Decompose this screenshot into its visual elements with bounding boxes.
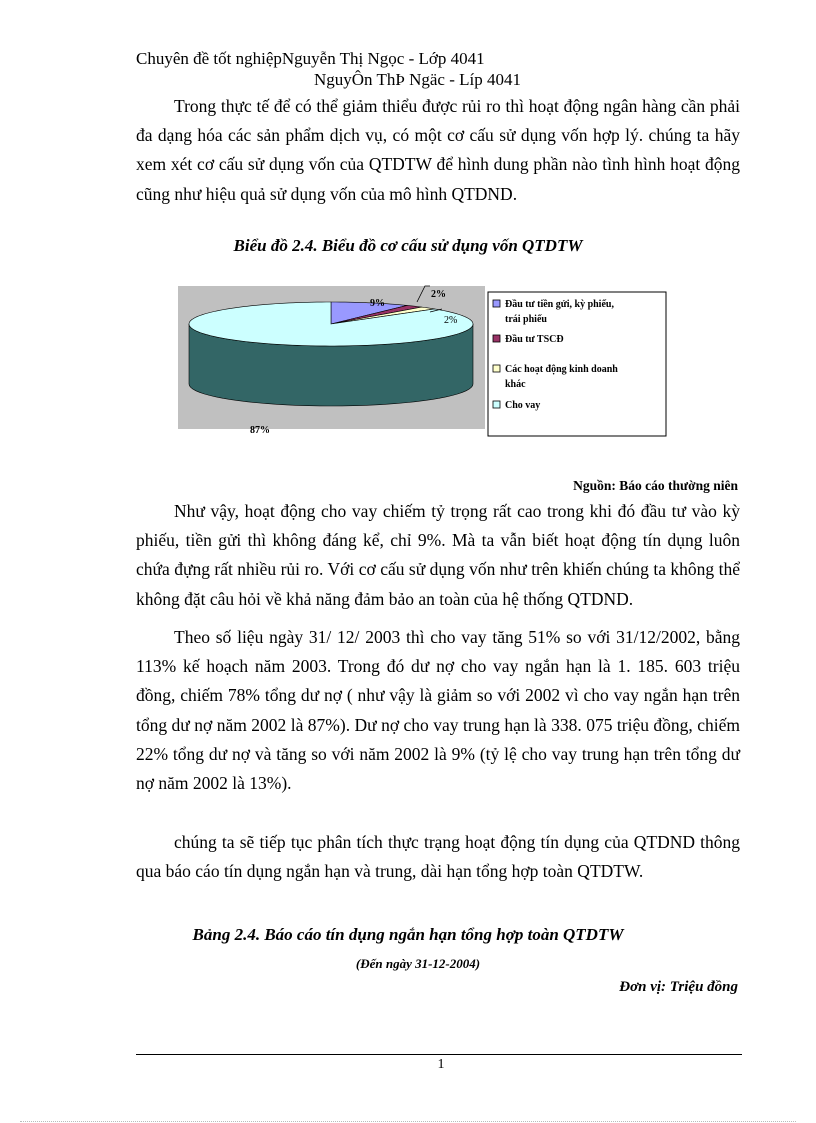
table-subtitle: (Đến ngày 31-12-2004) [355, 956, 481, 971]
pie-data-label: 9% [370, 298, 385, 309]
running-header-garbled: NguyÔn ThÞ Ngäc - Líp 4041 [314, 70, 521, 89]
paragraph-text: chúng ta sẽ tiếp tục phân tích thực trạng hoạt động tín dụng của QTDND thông qua báo cáo tín dụng ngắn hạn và trung, dài hạn tổng hợp toàn QTDTW. [136, 832, 740, 882]
pie-slices [189, 302, 473, 406]
page-bottom-edge [20, 1121, 796, 1122]
paragraph-statistics [136, 623, 740, 798]
paragraph-transition [136, 828, 740, 886]
footer-divider [136, 1054, 742, 1055]
legend-label: Đầu tư tiền gửi, kỳ phiếu, [505, 299, 614, 310]
legend-label: Các hoạt động kinh doanh [505, 364, 618, 375]
paragraph-analysis [136, 497, 740, 614]
unit-label: Đơn vị: Triệu đồng [619, 979, 738, 995]
legend-label: trái phiếu [505, 314, 547, 325]
table-title: Bảng 2.4. Báo cáo tín dụng ngắn hạn tổng hợp toàn QTDTW [192, 925, 624, 944]
paragraph-intro [136, 92, 740, 209]
legend-label: Đầu tư TSCĐ [505, 334, 564, 345]
legend-label: khác [505, 379, 526, 390]
legend-swatch-dau-tu-tien-gui-ky-phieu-trai-phieu [493, 300, 500, 307]
legend-label: Cho vay [505, 400, 541, 411]
legend-swatch-cac-hoat-dong-kinh-doanh-khac [493, 365, 500, 372]
paragraph-text: Theo số liệu ngày 31/ 12/ 2003 thì cho vay tăng 51% so với 31/12/2002, bằng 113% kế hoạch năm 2003. Trong đó dư nợ cho vay ngắn hạn là 1. 185. 603 triệu đồng, chiếm 78% tổng dư nợ ( như vậy là giảm so với 2002 vì cho vay ngắn hạn trên tổng dư nợ năm 2002 là 87%). Dư nợ cho vay trung hạn là 338. 075 triệu đồng, chiếm 22% tổng dư nợ và tăng so với năm 2002 là 9% (tỷ lệ cho vay trung hạn trên tổng dư nợ năm 2002 là 13%). [136, 627, 740, 794]
chart-title: Biểu đồ 2.4. Biểu đồ cơ cấu sử dụng vốn QTDTW [233, 236, 583, 255]
paragraph-text: Trong thực tế để có thể giảm thiểu được rủi ro thì hoạt động ngân hàng cần phải đa dạng hóa các sản phẩm dịch vụ, có một cơ cấu sử dụng vốn hợp lý. chúng ta hãy xem xét cơ cấu sử dụng vốn của QTDTW để hình dung phần nào tình hình hoạt động cũng như hiệu quả sử dụng vốn của mô hình QTDND. [136, 96, 740, 204]
legend-swatch-cho-vay [493, 401, 500, 408]
pie-data-label: 2% [431, 289, 446, 300]
page-number: 1 [437, 1057, 445, 1072]
pie-chart [178, 282, 698, 452]
source-note: Nguồn: Báo cáo thường niên [573, 478, 738, 493]
pie-data-label: 2% [444, 315, 458, 326]
running-header: Chuyên đề tốt nghiệpNguyễn Thị Ngọc - Lớp 4041 [136, 49, 485, 68]
pie-data-label: 87% [250, 425, 270, 436]
legend-swatch-dau-tu-tscd [493, 335, 500, 342]
paragraph-text: Như vậy, hoạt động cho vay chiếm tỷ trọng rất cao trong khi đó đầu tư vào kỳ phiếu, tiền gửi thì không đáng kể, chỉ 9%. Mà ta vẫn biết hoạt động tín dụng luôn chứa đựng rất nhiều rủi ro. Với cơ cấu sử dụng vốn như trên khiến chúng ta không thể không đặt câu hỏi về khả năng đảm bảo an toàn của hệ thống QTDND. [136, 501, 740, 609]
